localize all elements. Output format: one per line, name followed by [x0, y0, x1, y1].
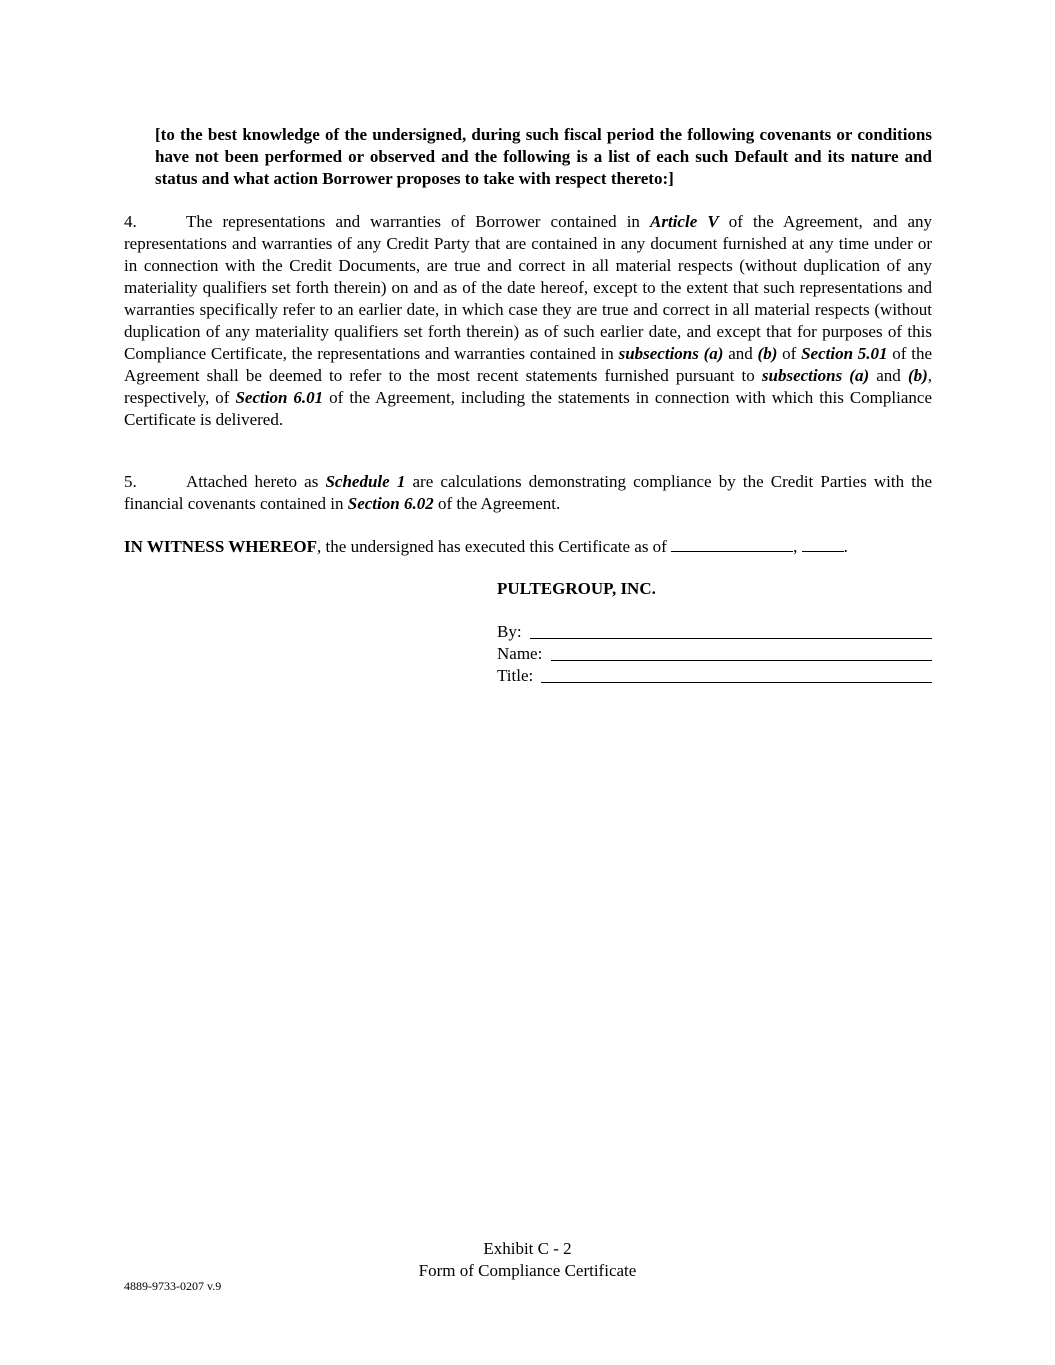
footer-exhibit: Exhibit C - 2 [483, 1239, 572, 1258]
ref-section-5-01: Section 5.01 [801, 344, 888, 363]
year-blank[interactable] [802, 537, 844, 552]
ref-subsection-b: (b) [907, 366, 928, 385]
title-label: Title: [497, 666, 538, 685]
ref-subsections: subsections (a) [618, 344, 724, 363]
by-label: By: [497, 622, 526, 641]
paragraph-4-text: of the Agreement, and any representations and warranties of any Credit Party that are contained in any document furnished at any time under or in connection with the Credit Documents, are true and correct in all material respects (without duplication of any materiality qualifiers set forth therein) on and as of the date hereof, except to the extent that such representations and warranties specifically refer to an earlier date, in which case they are true and correct in all material respects (without duplication of any materiality qualifiers set forth therein) as of such earlier date, and except that for purposes of this Compliance Certificate, the representations and warranties contained in [124, 212, 932, 363]
paragraph-5 [124, 471, 932, 515]
paragraph-4-text: , respectively, of [124, 366, 933, 407]
footer-form-title: Form of Compliance Certificate [418, 1261, 637, 1280]
paragraph-4 [124, 211, 932, 431]
ref-schedule-1: Schedule 1 [325, 472, 406, 491]
witness-clause [124, 536, 932, 558]
paragraph-4-text: and [869, 366, 908, 385]
by-signature-field[interactable] [530, 638, 932, 639]
paragraph-5-text: of the Agreement. [433, 494, 561, 513]
name-field[interactable] [551, 660, 932, 661]
paragraph-5-number: 5. [124, 472, 137, 491]
name-label: Name: [497, 644, 547, 663]
paragraph-4-text: The representations and warranties of Borrower contained in [186, 212, 651, 231]
witness-text: , the undersigned has executed this Certificate as of [317, 537, 672, 556]
paragraph-4-number: 4. [124, 212, 137, 231]
witness-separator: , [793, 537, 802, 556]
title-field[interactable] [541, 682, 932, 683]
ref-subsections: subsections (a) [761, 366, 870, 385]
witness-lead: IN WITNESS WHEREOF [124, 537, 318, 556]
ref-subsection-b: (b) [757, 344, 778, 363]
witness-end: . [843, 537, 848, 556]
bracketed-default-note: [to the best knowledge of the undersigned, during such fiscal period the following covenants or conditions have not been performed or observed and the following is a list of each such Default and its nature and status and what action Borrower proposes to take with respect thereto:] [155, 125, 932, 188]
document-id: 4889-9733-0207 v.9 [124, 1279, 222, 1293]
paragraph-5-text: are calculations demonstrating compliance by the Credit Parties with the financial covenants contained in [124, 472, 932, 513]
signature-name-line [497, 643, 932, 665]
paragraph-5-text: Attached hereto as [186, 472, 326, 491]
paragraph-4-text: and [723, 344, 758, 363]
ref-section-6-02: Section 6.02 [347, 494, 434, 513]
ref-article-v: Article V [650, 212, 719, 231]
ref-section-6-01: Section 6.01 [235, 388, 324, 407]
paragraph-4-text: of [777, 344, 802, 363]
company-name: PULTEGROUP, INC. [497, 579, 656, 598]
date-blank[interactable] [671, 537, 793, 552]
signature-block [497, 621, 932, 687]
signature-title-line [497, 665, 932, 687]
paragraph-4-text: of the Agreement shall be deemed to refer to the most recent statements furnished pursuant to [124, 344, 933, 385]
paragraph-4-text: of the Agreement, including the statements in connection with which this Compliance Certificate is delivered. [124, 388, 932, 429]
signature-by-line [497, 621, 932, 643]
